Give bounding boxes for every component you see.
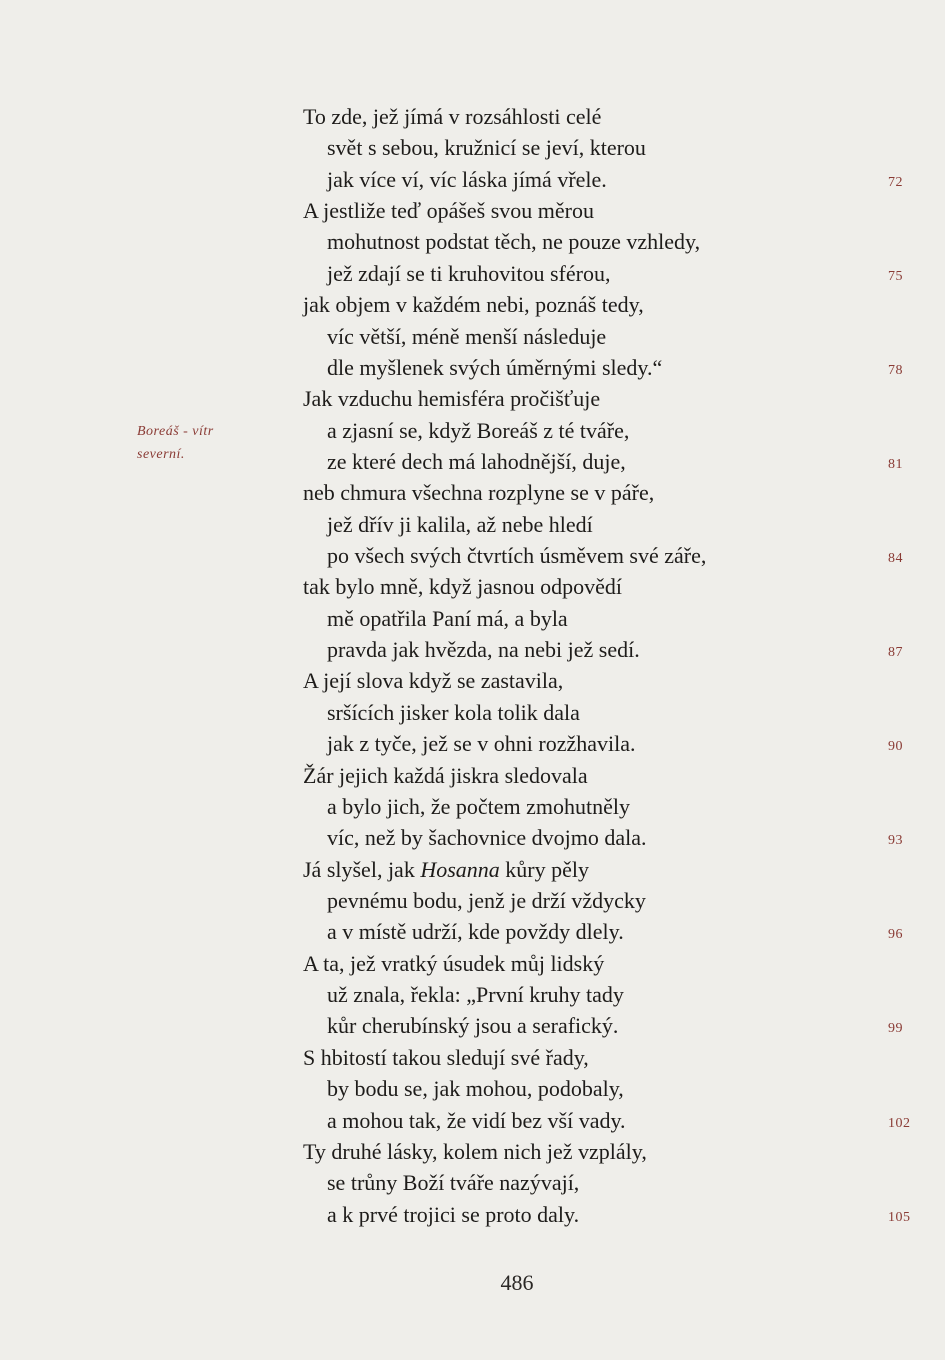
- verse-line: [303, 477, 903, 508]
- verse-line: [303, 916, 903, 947]
- verse-text: [303, 135, 646, 160]
- line-number: 96: [888, 927, 903, 943]
- verse-text: [303, 386, 600, 411]
- verse-line: [303, 697, 903, 728]
- verse-text: [303, 1045, 589, 1070]
- line-number: 93: [888, 833, 903, 849]
- verse-line: [303, 571, 903, 602]
- verse-text: [303, 1013, 618, 1038]
- verse-text: [303, 825, 647, 850]
- line-number: 102: [888, 1115, 911, 1131]
- verse-line: [303, 446, 903, 477]
- margin-note: [137, 420, 214, 466]
- page-number: 486: [500, 1270, 534, 1295]
- verse-text-part: A ta, jež vratký úsudek můj lidský: [303, 950, 605, 976]
- verse-line: [303, 1073, 903, 1104]
- verse-text-part: pravda jak hvězda, na nebi jež sedí.: [327, 637, 640, 663]
- verse-line: [303, 728, 903, 759]
- verse-text-part: víc, než by šachovnice dvojmo dala.: [327, 825, 647, 851]
- line-number: 84: [888, 551, 903, 567]
- verse-text-part: mě opatřila Paní má, a byla: [327, 605, 568, 631]
- verse-line: [303, 1042, 903, 1073]
- verse-text-part: jak z tyče, jež se v ohni rozžhavila.: [327, 731, 636, 757]
- verse-text-part: jak objem v každém nebi, poznáš tedy,: [303, 292, 644, 318]
- verse-line: [303, 603, 903, 634]
- line-number: 105: [888, 1209, 911, 1225]
- verse-text-part: A její slova když se zastavila,: [303, 668, 564, 694]
- verse-text-part: neb chmura všechna rozplyne se v páře,: [303, 480, 655, 506]
- verse-text: [303, 1108, 626, 1133]
- verse-text: [303, 857, 589, 882]
- verse-text-part: mohutnost podstat těch, ne pouze vzhledy,: [327, 229, 701, 255]
- verse-line: [303, 760, 903, 791]
- verse-line: [303, 415, 903, 446]
- verse-text-part: Jak vzduchu hemisféra pročišťuje: [303, 386, 601, 412]
- verse-text: [303, 292, 644, 317]
- verse-line: [303, 885, 903, 916]
- verse-line: [303, 822, 903, 853]
- verse-line: [303, 1136, 903, 1167]
- verse-text-part: se trůny Boží tváře nazývají,: [327, 1170, 580, 1196]
- verse-line: [303, 634, 903, 665]
- margin-note-line: severní.: [137, 447, 185, 462]
- verse-text: [303, 668, 563, 693]
- verse-text-part: pevnému bodu, jenž je drží vždycky: [327, 887, 646, 913]
- poem-verse: [303, 101, 911, 1230]
- verse-text: [303, 982, 624, 1007]
- verse-text: [303, 951, 604, 976]
- line-number: 72: [888, 174, 903, 190]
- verse-text-part: a zjasní se, když Boreáš z té tváře,: [327, 417, 630, 443]
- verse-line: [303, 1167, 903, 1198]
- verse-line: [303, 540, 903, 571]
- verse-text: [303, 606, 568, 631]
- verse-text: [303, 104, 601, 129]
- verse-text: [303, 229, 700, 254]
- verse-line: [303, 352, 903, 383]
- line-number: 90: [888, 739, 903, 755]
- verse-line: [303, 195, 903, 226]
- verse-line: [303, 665, 903, 696]
- verse-text-part: tak bylo mně, když jasnou odpovědí: [303, 574, 622, 600]
- verse-line: [303, 948, 903, 979]
- verse-line: [303, 226, 903, 257]
- verse-text-part: jak více ví, víc láska jímá vřele.: [327, 166, 607, 192]
- verse-text-part: jež dřív ji kalila, až nebe hledí: [327, 511, 593, 537]
- verse-text: [303, 794, 630, 819]
- verse-text-part: A jestliže teď opášeš svou měrou: [303, 198, 594, 224]
- verse-italic-word: Hosanna: [420, 856, 500, 882]
- verse-text-part: Žár jejich každá jiskra sledovala: [303, 762, 588, 788]
- verse-text: [303, 418, 629, 443]
- verse-text: [303, 1139, 647, 1164]
- verse-text: [303, 919, 624, 944]
- verse-text: [303, 167, 607, 192]
- verse-text: [303, 1076, 624, 1101]
- verse-text: [303, 888, 646, 913]
- verse-line: [303, 979, 903, 1010]
- verse-text-part: a mohou tak, že vidí bez vší vady.: [327, 1107, 626, 1133]
- verse-text-part: víc větší, méně menší následuje: [327, 323, 607, 349]
- verse-text: [303, 637, 640, 662]
- verse-text: [303, 574, 622, 599]
- verse-text: [303, 261, 610, 286]
- verse-text-part: už znala, řekla: „První kruhy tady: [327, 982, 624, 1008]
- verse-text: [303, 1170, 579, 1195]
- verse-text: [303, 355, 662, 380]
- verse-text-part: ze které dech má lahodnější, duje,: [327, 448, 626, 474]
- verse-text-part: po všech svých čtvrtích úsměvem své záře,: [327, 543, 707, 569]
- verse-text-part: Já slyšel, jak: [303, 856, 421, 882]
- verse-text-part: svět s sebou, kružnicí se jeví, kterou: [327, 135, 646, 161]
- verse-text: [303, 1202, 579, 1227]
- verse-line: [303, 321, 903, 352]
- verse-line: [303, 383, 903, 414]
- verse-text-part: S hbitostí takou sledují své řady,: [303, 1044, 589, 1070]
- verse-text-part: a v místě udrží, kde povždy dlely.: [327, 919, 624, 945]
- verse-text: [303, 731, 635, 756]
- verse-line: [303, 854, 903, 885]
- verse-text: [303, 700, 580, 725]
- verse-text: [303, 480, 654, 505]
- verse-line: [303, 258, 903, 289]
- verse-line: [303, 132, 903, 163]
- line-number: 87: [888, 645, 903, 661]
- verse-line: [303, 791, 903, 822]
- verse-text: [303, 198, 594, 223]
- line-number: 81: [888, 456, 903, 472]
- verse-line: [303, 164, 903, 195]
- verse-text-part: dle myšlenek svých úměrnými sledy.“: [327, 354, 663, 380]
- verse-line: [303, 1199, 911, 1230]
- verse-text-part: by bodu se, jak mohou, podobaly,: [327, 1076, 624, 1102]
- verse-text-part: To zde, jež jímá v rozsáhlosti celé: [303, 104, 602, 129]
- verse-line: [303, 101, 903, 132]
- verse-text-part: a k prvé trojici se proto daly.: [327, 1201, 580, 1227]
- verse-text-part: a bylo jich, že počtem zmohutněly: [327, 793, 631, 819]
- verse-text: [303, 449, 626, 474]
- line-number: 78: [888, 362, 903, 378]
- verse-line: [303, 1105, 911, 1136]
- verse-text-part: kůr cherubínský jsou a serafický.: [327, 1013, 619, 1039]
- margin-note-line: Boreáš - vítr: [137, 424, 214, 439]
- verse-text: [303, 324, 606, 349]
- verse-line: [303, 1010, 903, 1041]
- verse-text: [303, 543, 706, 568]
- verse-text: [303, 763, 588, 788]
- verse-text: [303, 512, 593, 537]
- verse-text-part: sršících jisker kola tolik dala: [327, 699, 580, 725]
- verse-text-part: kůry pěly: [499, 856, 589, 882]
- verse-line: [303, 509, 903, 540]
- line-number: 99: [888, 1021, 903, 1037]
- verse-line: [303, 289, 903, 320]
- verse-text-part: jež zdají se ti kruhovitou sférou,: [327, 260, 611, 286]
- line-number: 75: [888, 268, 903, 284]
- verse-text-part: Ty druhé lásky, kolem nich jež vzplály,: [303, 1138, 647, 1164]
